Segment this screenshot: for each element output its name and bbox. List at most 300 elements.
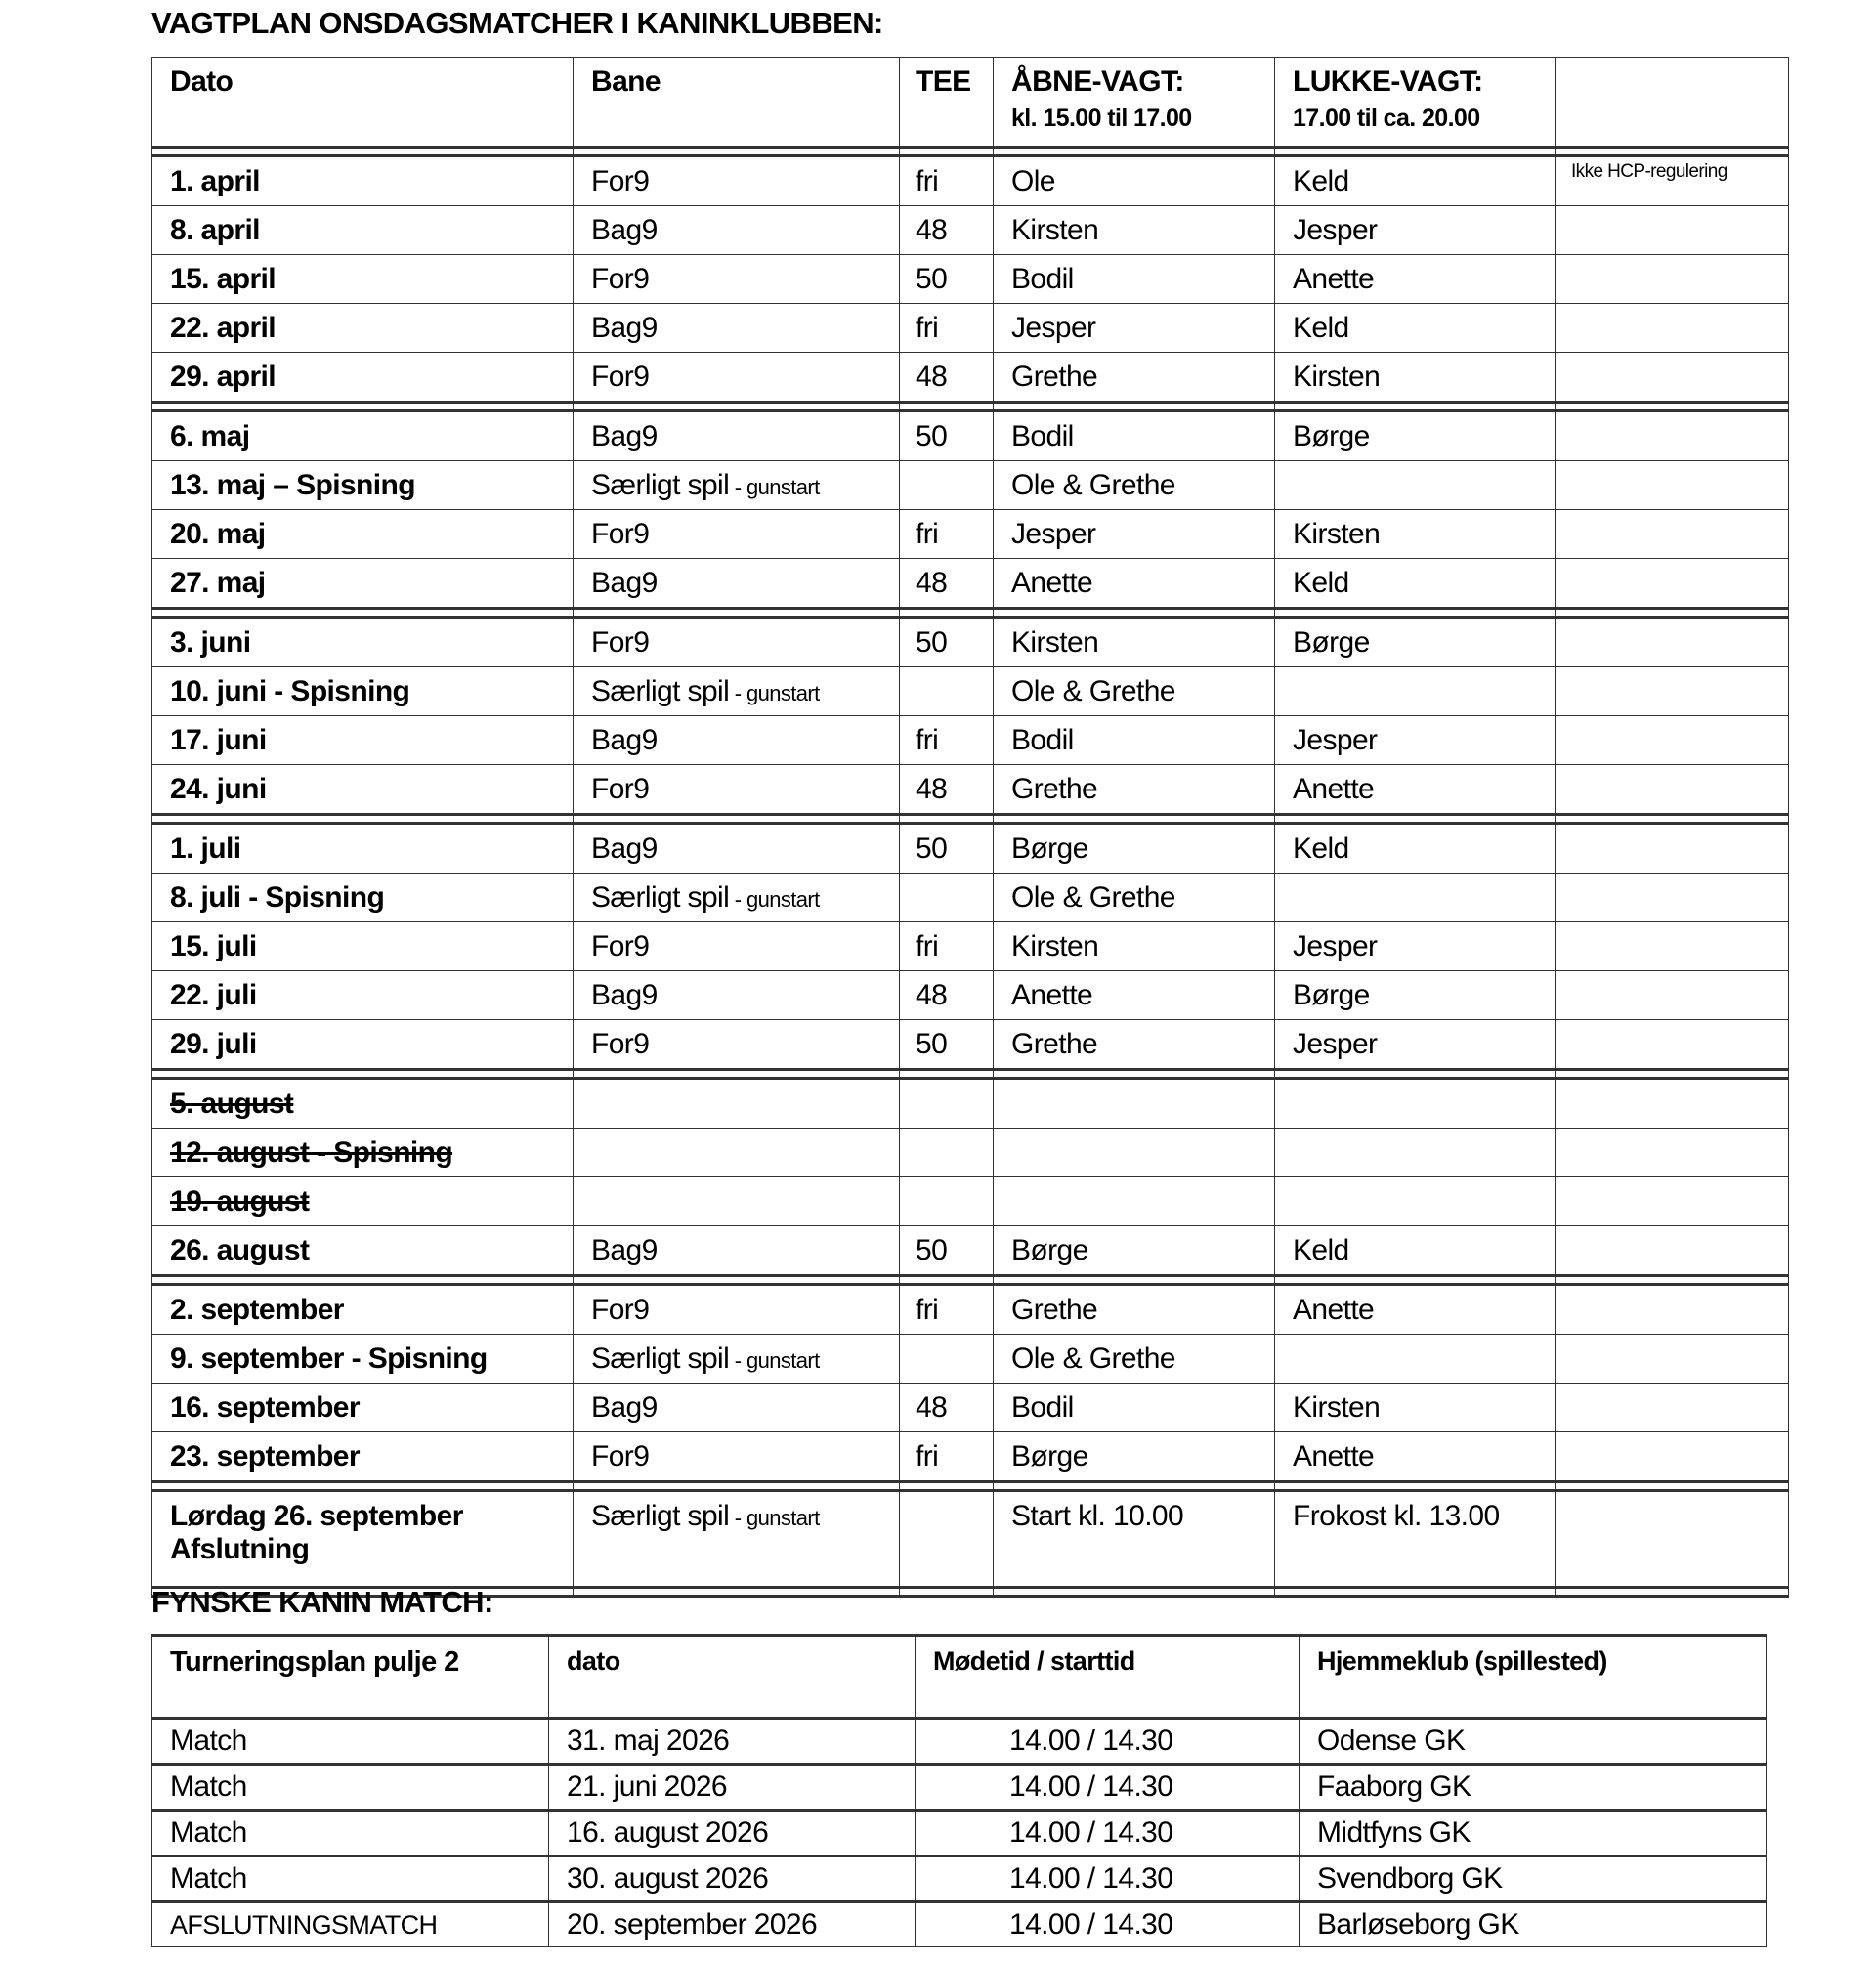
course-cell bbox=[574, 765, 900, 815]
course-cell bbox=[574, 353, 900, 403]
separator-cell bbox=[152, 609, 574, 618]
table-row bbox=[152, 618, 1789, 667]
table-row bbox=[152, 716, 1789, 765]
separator-row bbox=[152, 403, 1789, 411]
open-shift-cell: Grethe bbox=[994, 1020, 1275, 1070]
match-time-cell: 14.00 / 14.30 bbox=[916, 1765, 1300, 1811]
separator-cell bbox=[900, 609, 994, 618]
table-row bbox=[152, 1432, 1789, 1482]
tee-cell: fri bbox=[900, 304, 994, 353]
date-cell bbox=[152, 1177, 574, 1226]
fynske-match-table bbox=[151, 1634, 1767, 1947]
close-shift-cell: Kirsten bbox=[1275, 353, 1556, 403]
close-shift-cell: Børge bbox=[1275, 971, 1556, 1020]
date-text: 1. april bbox=[170, 164, 260, 197]
date-text: 15. april bbox=[170, 262, 276, 295]
separator-cell bbox=[1556, 403, 1789, 411]
date-text: 29. juli bbox=[170, 1027, 257, 1060]
course-text: For9 bbox=[591, 625, 650, 659]
date-text: 6. maj bbox=[170, 419, 250, 452]
date-cell bbox=[152, 559, 574, 609]
tee-cell bbox=[900, 1079, 994, 1129]
tee-cell: fri bbox=[900, 156, 994, 206]
close-shift-cell bbox=[1275, 1079, 1556, 1129]
separator-row bbox=[152, 815, 1789, 824]
separator-cell bbox=[1275, 148, 1556, 156]
tee-cell: 48 bbox=[900, 765, 994, 815]
course-note: - gunstart bbox=[729, 1506, 820, 1530]
date-text: 13. maj – Spisning bbox=[170, 468, 415, 501]
close-shift-cell: Keld bbox=[1275, 156, 1556, 206]
header-open-shift bbox=[994, 58, 1275, 148]
course-text: For9 bbox=[591, 164, 650, 197]
tee-cell: fri bbox=[900, 1285, 994, 1335]
fynske-title: FYNSKE KANIN MATCH: bbox=[151, 1585, 493, 1619]
separator-cell bbox=[900, 1276, 994, 1285]
date-cell bbox=[152, 461, 574, 510]
date-cell bbox=[152, 716, 574, 765]
date-cell bbox=[152, 255, 574, 304]
separator-cell bbox=[994, 609, 1275, 618]
course-cell bbox=[574, 1285, 900, 1335]
open-shift-cell: Start kl. 10.00 bbox=[994, 1491, 1275, 1588]
course-cell bbox=[574, 716, 900, 765]
date-cell bbox=[152, 411, 574, 461]
tee-cell bbox=[900, 874, 994, 922]
separator-cell bbox=[900, 815, 994, 824]
course-cell bbox=[574, 411, 900, 461]
separator-cell bbox=[1556, 815, 1789, 824]
course-text: For9 bbox=[591, 360, 650, 393]
separator-cell bbox=[1275, 1482, 1556, 1491]
date-text: 16. september bbox=[170, 1390, 360, 1424]
course-cell bbox=[574, 618, 900, 667]
separator-cell bbox=[1556, 609, 1789, 618]
close-shift-cell: Anette bbox=[1275, 1285, 1556, 1335]
course-text: For9 bbox=[591, 1027, 650, 1060]
close-shift-cell bbox=[1275, 1335, 1556, 1384]
header-bane: Bane bbox=[574, 58, 900, 148]
date-text: 23. september bbox=[170, 1439, 360, 1473]
open-shift-cell: Anette bbox=[994, 971, 1275, 1020]
separator-cell bbox=[574, 609, 900, 618]
separator-cell bbox=[994, 148, 1275, 156]
open-shift-cell: Jesper bbox=[994, 510, 1275, 559]
date-cell bbox=[152, 1020, 574, 1070]
separator-row bbox=[152, 1482, 1789, 1491]
table-row bbox=[152, 874, 1789, 922]
header-row bbox=[152, 1636, 1767, 1719]
note-cell bbox=[1556, 559, 1789, 609]
separator-cell bbox=[574, 1588, 900, 1597]
date-cell bbox=[152, 1079, 574, 1129]
separator-cell bbox=[900, 403, 994, 411]
open-shift-label: ÅBNE-VAGT: bbox=[1011, 65, 1184, 98]
match-type-cell: Match bbox=[152, 1765, 549, 1811]
date-cell bbox=[152, 156, 574, 206]
note-cell bbox=[1556, 510, 1789, 559]
note-cell bbox=[1556, 716, 1789, 765]
open-shift-cell bbox=[994, 1129, 1275, 1177]
date-text: 20. maj bbox=[170, 517, 266, 550]
match-date-cell: 21. juni 2026 bbox=[549, 1765, 916, 1811]
separator-cell bbox=[574, 148, 900, 156]
date-cell bbox=[152, 1129, 574, 1177]
date-text: 27. maj bbox=[170, 566, 266, 599]
date-cell bbox=[152, 1432, 574, 1482]
date-cell bbox=[152, 1491, 574, 1588]
date-text: 12. august - Spisning bbox=[170, 1135, 453, 1169]
schedule-title: VAGTPLAN ONSDAGSMATCHER I KANINKLUBBEN: bbox=[151, 6, 883, 40]
note-cell bbox=[1556, 255, 1789, 304]
course-cell bbox=[574, 971, 900, 1020]
table-row bbox=[152, 1765, 1767, 1811]
course-text: Bag9 bbox=[591, 1390, 658, 1424]
separator-cell bbox=[152, 403, 574, 411]
header-club: Hjemmeklub (spillested) bbox=[1300, 1636, 1767, 1719]
note-cell bbox=[1556, 1177, 1789, 1226]
close-shift-cell: Anette bbox=[1275, 765, 1556, 815]
date-cell bbox=[152, 874, 574, 922]
open-shift-cell: Jesper bbox=[994, 304, 1275, 353]
table-row bbox=[152, 156, 1789, 206]
course-cell bbox=[574, 206, 900, 255]
course-text: For9 bbox=[591, 517, 650, 550]
match-time-cell: 14.00 / 14.30 bbox=[916, 1857, 1300, 1902]
tee-cell: 50 bbox=[900, 411, 994, 461]
close-shift-time: 17.00 til ca. 20.00 bbox=[1293, 105, 1480, 132]
course-text: Særligt spil bbox=[591, 1500, 730, 1532]
separator-cell bbox=[1556, 148, 1789, 156]
table-row bbox=[152, 971, 1789, 1020]
table-row bbox=[152, 1020, 1789, 1070]
course-text: Bag9 bbox=[591, 723, 658, 756]
separator-cell bbox=[152, 1070, 574, 1079]
note-cell bbox=[1556, 1384, 1789, 1432]
separator-cell bbox=[994, 403, 1275, 411]
open-shift-cell bbox=[994, 1079, 1275, 1129]
table-row bbox=[152, 1857, 1767, 1902]
date-text: 8. juli - Spisning bbox=[170, 880, 385, 914]
separator-cell bbox=[574, 1070, 900, 1079]
open-shift-cell: Børge bbox=[994, 1432, 1275, 1482]
course-cell bbox=[574, 156, 900, 206]
close-shift-cell: Kirsten bbox=[1275, 510, 1556, 559]
separator-cell bbox=[900, 1482, 994, 1491]
course-text: For9 bbox=[591, 1439, 650, 1473]
course-text: Bag9 bbox=[591, 419, 658, 452]
date-cell bbox=[152, 510, 574, 559]
table-row bbox=[152, 559, 1789, 609]
course-text: Bag9 bbox=[591, 311, 658, 344]
note-cell bbox=[1556, 206, 1789, 255]
match-club-cell: Faaborg GK bbox=[1300, 1765, 1767, 1811]
separator-cell bbox=[1556, 1482, 1789, 1491]
open-shift-cell: Grethe bbox=[994, 1285, 1275, 1335]
table-row bbox=[152, 1129, 1789, 1177]
separator-cell bbox=[152, 148, 574, 156]
open-shift-cell: Ole & Grethe bbox=[994, 461, 1275, 510]
close-shift-cell: Keld bbox=[1275, 1226, 1556, 1276]
close-shift-cell: Jesper bbox=[1275, 922, 1556, 971]
course-cell bbox=[574, 1491, 900, 1588]
open-shift-cell: Kirsten bbox=[994, 922, 1275, 971]
separator-cell bbox=[994, 1276, 1275, 1285]
course-text: Bag9 bbox=[591, 832, 658, 865]
tee-cell: 50 bbox=[900, 824, 994, 874]
date-text: 22. april bbox=[170, 311, 276, 344]
close-shift-label: LUKKE-VAGT: bbox=[1293, 65, 1483, 98]
note-cell bbox=[1556, 874, 1789, 922]
tee-cell: 48 bbox=[900, 1384, 994, 1432]
match-date-cell: 16. august 2026 bbox=[549, 1811, 916, 1857]
tee-cell bbox=[900, 1129, 994, 1177]
course-text: Bag9 bbox=[591, 566, 658, 599]
open-shift-cell: Bodil bbox=[994, 255, 1275, 304]
table-row bbox=[152, 411, 1789, 461]
course-cell bbox=[574, 1384, 900, 1432]
close-shift-cell bbox=[1275, 461, 1556, 510]
course-cell bbox=[574, 1020, 900, 1070]
separator-cell bbox=[152, 815, 574, 824]
date-cell bbox=[152, 618, 574, 667]
match-date-cell: 30. august 2026 bbox=[549, 1857, 916, 1902]
tee-cell bbox=[900, 1177, 994, 1226]
tee-cell: fri bbox=[900, 716, 994, 765]
course-cell bbox=[574, 667, 900, 716]
date-cell bbox=[152, 1384, 574, 1432]
tee-cell: fri bbox=[900, 922, 994, 971]
course-text: Særligt spil bbox=[591, 468, 730, 501]
table-row bbox=[152, 1177, 1789, 1226]
course-cell bbox=[574, 461, 900, 510]
date-cell bbox=[152, 765, 574, 815]
course-cell bbox=[574, 1335, 900, 1384]
table-row bbox=[152, 1811, 1767, 1857]
close-shift-cell: Frokost kl. 13.00 bbox=[1275, 1491, 1556, 1588]
course-text: Bag9 bbox=[591, 1233, 658, 1266]
note-cell bbox=[1556, 353, 1789, 403]
table-row bbox=[152, 1384, 1789, 1432]
open-shift-cell: Kirsten bbox=[994, 618, 1275, 667]
match-club-cell: Odense GK bbox=[1300, 1719, 1767, 1765]
course-note: - gunstart bbox=[729, 1347, 820, 1373]
date-cell bbox=[152, 922, 574, 971]
date-text: 26. august bbox=[170, 1233, 310, 1266]
separator-cell bbox=[1556, 1070, 1789, 1079]
open-shift-cell: Ole & Grethe bbox=[994, 874, 1275, 922]
tee-cell bbox=[900, 1335, 994, 1384]
date-cell bbox=[152, 824, 574, 874]
note-cell bbox=[1556, 411, 1789, 461]
date-cell bbox=[152, 1226, 574, 1276]
close-shift-cell bbox=[1275, 1129, 1556, 1177]
date-text: 5. august bbox=[170, 1087, 294, 1120]
date-text: 2. september bbox=[170, 1293, 344, 1326]
tee-cell: 48 bbox=[900, 206, 994, 255]
table-row bbox=[152, 353, 1789, 403]
course-cell bbox=[574, 1432, 900, 1482]
header-time: Mødetid / starttid bbox=[916, 1636, 1300, 1719]
separator-cell bbox=[1556, 1588, 1789, 1597]
date-text: 19. august bbox=[170, 1184, 310, 1217]
note-cell bbox=[1556, 1226, 1789, 1276]
course-cell bbox=[574, 1177, 900, 1226]
close-shift-cell: Keld bbox=[1275, 559, 1556, 609]
separator-cell bbox=[1275, 1070, 1556, 1079]
course-cell bbox=[574, 1079, 900, 1129]
separator-cell bbox=[1275, 1588, 1556, 1597]
open-shift-cell bbox=[994, 1177, 1275, 1226]
separator-cell bbox=[1275, 403, 1556, 411]
open-shift-cell: Børge bbox=[994, 824, 1275, 874]
table-row bbox=[152, 1491, 1789, 1588]
course-cell bbox=[574, 874, 900, 922]
tee-cell bbox=[900, 1491, 994, 1588]
date-cell bbox=[152, 971, 574, 1020]
course-note: - gunstart bbox=[729, 680, 820, 705]
date-cell bbox=[152, 667, 574, 716]
match-club-cell: Svendborg GK bbox=[1300, 1857, 1767, 1902]
table-row bbox=[152, 922, 1789, 971]
separator-cell bbox=[1556, 1276, 1789, 1285]
course-cell bbox=[574, 1226, 900, 1276]
separator-cell bbox=[1275, 1276, 1556, 1285]
course-text: For9 bbox=[591, 929, 650, 962]
note-cell bbox=[1556, 824, 1789, 874]
open-shift-cell: Ole & Grethe bbox=[994, 667, 1275, 716]
separator-cell bbox=[574, 1276, 900, 1285]
course-text: Bag9 bbox=[591, 978, 658, 1011]
note-cell bbox=[1556, 1020, 1789, 1070]
table-row bbox=[152, 1902, 1767, 1947]
note-cell bbox=[1556, 922, 1789, 971]
separator-cell bbox=[994, 1070, 1275, 1079]
course-cell bbox=[574, 1129, 900, 1177]
tee-cell bbox=[900, 461, 994, 510]
separator-cell bbox=[900, 1588, 994, 1597]
table-row bbox=[152, 510, 1789, 559]
close-shift-cell bbox=[1275, 667, 1556, 716]
separator-cell bbox=[152, 1482, 574, 1491]
table-row bbox=[152, 304, 1789, 353]
close-shift-cell: Anette bbox=[1275, 255, 1556, 304]
table-row bbox=[152, 1285, 1789, 1335]
date-text: 22. juli bbox=[170, 978, 257, 1011]
match-type-cell: Match bbox=[152, 1857, 549, 1902]
match-type-cell: Match bbox=[152, 1811, 549, 1857]
course-cell bbox=[574, 559, 900, 609]
open-shift-cell: Ole bbox=[994, 156, 1275, 206]
date-text: 1. juli bbox=[170, 832, 241, 865]
course-note: - gunstart bbox=[729, 474, 820, 499]
match-date-cell: 20. september 2026 bbox=[549, 1902, 916, 1947]
separator-cell bbox=[1275, 815, 1556, 824]
date-text: Lørdag 26. september bbox=[170, 1500, 463, 1532]
match-type-cell: AFSLUTNINGSMATCH bbox=[152, 1902, 549, 1947]
note-cell bbox=[1556, 1285, 1789, 1335]
separator-cell bbox=[574, 815, 900, 824]
course-cell bbox=[574, 824, 900, 874]
course-text: For9 bbox=[591, 262, 650, 295]
header-tee: TEE bbox=[900, 58, 994, 148]
match-time-cell: 14.00 / 14.30 bbox=[916, 1902, 1300, 1947]
close-shift-cell: Kirsten bbox=[1275, 1384, 1556, 1432]
note-cell bbox=[1556, 1432, 1789, 1482]
date-text: 29. april bbox=[170, 360, 276, 393]
separator-row bbox=[152, 1276, 1789, 1285]
close-shift-cell: Jesper bbox=[1275, 1020, 1556, 1070]
note-cell bbox=[1556, 1129, 1789, 1177]
tee-cell bbox=[900, 667, 994, 716]
shift-schedule-table bbox=[151, 57, 1789, 1598]
date-text: 24. juni bbox=[170, 772, 267, 805]
close-shift-cell: Børge bbox=[1275, 411, 1556, 461]
date-text: 15. juli bbox=[170, 929, 257, 962]
close-shift-cell: Keld bbox=[1275, 304, 1556, 353]
course-cell bbox=[574, 922, 900, 971]
course-text: For9 bbox=[591, 1293, 650, 1326]
match-club-cell: Midtfyns GK bbox=[1300, 1811, 1767, 1857]
close-shift-cell: Anette bbox=[1275, 1432, 1556, 1482]
table-row bbox=[152, 1719, 1767, 1765]
open-shift-cell: Ole & Grethe bbox=[994, 1335, 1275, 1384]
course-note: - gunstart bbox=[729, 886, 820, 912]
date-cell bbox=[152, 1335, 574, 1384]
date-cell bbox=[152, 304, 574, 353]
separator-row bbox=[152, 609, 1789, 618]
date-cell bbox=[152, 206, 574, 255]
note-cell bbox=[1556, 667, 1789, 716]
separator-cell bbox=[994, 1482, 1275, 1491]
separator-row bbox=[152, 148, 1789, 156]
table-row bbox=[152, 765, 1789, 815]
tee-cell: 48 bbox=[900, 559, 994, 609]
date-text: 10. juni - Spisning bbox=[170, 674, 410, 707]
date-text: 8. april bbox=[170, 213, 260, 246]
table-row bbox=[152, 206, 1789, 255]
note-cell: Ikke HCP-regulering bbox=[1556, 156, 1789, 206]
tee-cell: 50 bbox=[900, 618, 994, 667]
date-text: 9. september - Spisning bbox=[170, 1342, 488, 1375]
open-shift-cell: Bodil bbox=[994, 411, 1275, 461]
match-time-cell: 14.00 / 14.30 bbox=[916, 1719, 1300, 1765]
separator-row bbox=[152, 1070, 1789, 1079]
separator-cell bbox=[152, 1276, 574, 1285]
note-cell bbox=[1556, 765, 1789, 815]
tee-cell: 48 bbox=[900, 353, 994, 403]
match-type-cell: Match bbox=[152, 1719, 549, 1765]
header-close-shift bbox=[1275, 58, 1556, 148]
open-shift-cell: Anette bbox=[994, 559, 1275, 609]
header-note bbox=[1556, 58, 1789, 148]
note-cell bbox=[1556, 304, 1789, 353]
separator-cell bbox=[994, 1588, 1275, 1597]
table-row bbox=[152, 824, 1789, 874]
header-date: dato bbox=[549, 1636, 916, 1719]
note-cell bbox=[1556, 1491, 1789, 1588]
separator-cell bbox=[574, 1482, 900, 1491]
note-cell bbox=[1556, 971, 1789, 1020]
open-shift-cell: Kirsten bbox=[994, 206, 1275, 255]
open-shift-cell: Børge bbox=[994, 1226, 1275, 1276]
close-shift-cell: Jesper bbox=[1275, 206, 1556, 255]
course-text: Særligt spil bbox=[591, 880, 730, 914]
close-shift-cell bbox=[1275, 874, 1556, 922]
course-cell bbox=[574, 255, 900, 304]
table-row bbox=[152, 667, 1789, 716]
table-row bbox=[152, 255, 1789, 304]
